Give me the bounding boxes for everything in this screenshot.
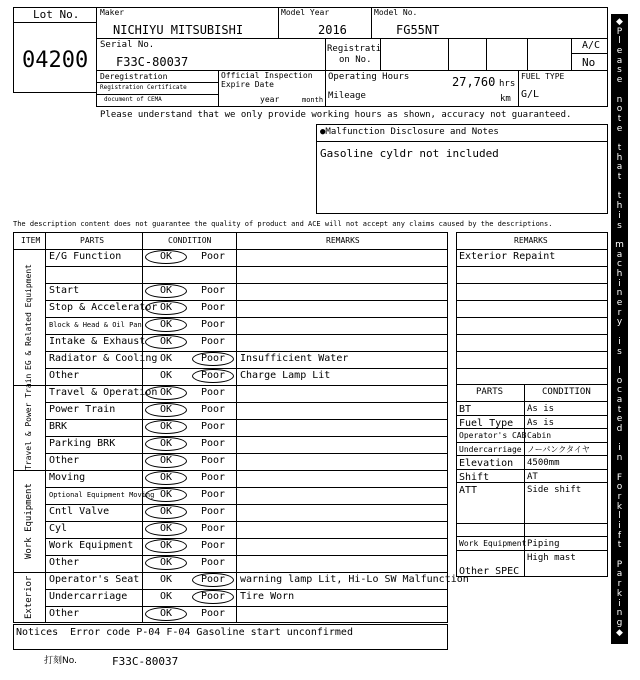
part-label: Radiator & Cooling <box>49 353 158 364</box>
cema-document-label: document of CEMA <box>104 96 162 103</box>
ok-mark: OK <box>145 301 187 315</box>
model-year-value: 2016 <box>318 23 347 37</box>
disclaimer: The description content does not guarantee the quality of product and ACE will not accept any claims caused by the descriptions. <box>13 220 553 228</box>
ok-mark: OK <box>145 471 187 485</box>
right-remarks-header: REMARKS <box>514 236 548 245</box>
header-condition: CONDITION <box>168 236 212 245</box>
part-label: Undercarriage <box>49 591 128 602</box>
operating-hours-value: 27,760 <box>452 75 496 89</box>
part-label: E/G Function <box>49 251 122 262</box>
serial-value: F33C-80037 <box>116 55 189 69</box>
poor-mark: Poor <box>200 336 226 347</box>
spec-part: Elevation <box>459 458 514 469</box>
ac-label: A/C <box>582 40 601 51</box>
part-label: Cntl Valve <box>49 506 110 517</box>
spec-part: Undercarriage <box>459 445 522 454</box>
spec-value: Cabin <box>527 431 552 440</box>
ok-mark: OK <box>145 556 187 570</box>
hours-notice: Please understand that we only provide working hours as shown, accuracy not guaranteed. <box>100 110 572 120</box>
spec-value: High mast <box>527 553 576 563</box>
ok-mark: OK <box>145 505 187 519</box>
serial-label: Serial No. <box>100 40 155 50</box>
remark-text: warning lamp Lit, Hi-Lo SW Malfunction <box>240 574 469 585</box>
poor-mark: Poor <box>200 523 226 534</box>
part-label: Other <box>49 370 80 381</box>
poor-mark: Poor <box>200 421 226 432</box>
spec-value: Piping <box>527 539 560 549</box>
poor-mark: Poor <box>200 251 226 262</box>
year-label: year <box>260 95 280 104</box>
lot-number: 04200 <box>22 48 89 73</box>
malfunction-box <box>316 124 608 214</box>
ok-mark: OK <box>145 454 187 468</box>
ok-mark: OK <box>159 353 173 364</box>
poor-mark: Poor <box>200 404 226 415</box>
ok-mark: OK <box>145 420 187 434</box>
poor-mark: Poor <box>200 455 226 466</box>
poor-mark: Poor <box>192 352 234 366</box>
poor-mark: Poor <box>200 438 226 449</box>
spec-part: Other SPEC <box>459 566 520 577</box>
maker-value: NICHIYU MITSUBISHI <box>113 23 244 37</box>
part-label: BRK <box>49 421 68 432</box>
ok-mark: OK <box>159 574 173 585</box>
header-parts: PARTS <box>80 236 105 245</box>
spec-part: Work Equipment <box>459 539 527 548</box>
poor-mark: Poor <box>200 302 226 313</box>
spec-parts-header: PARTS <box>476 387 504 397</box>
right-remarks-first: Exterior Repaint <box>459 251 556 262</box>
spec-value: Side shift <box>527 485 582 495</box>
lot-label: Lot No. <box>33 8 80 21</box>
ok-mark: OK <box>159 591 173 602</box>
fuel-type-label: FUEL TYPE <box>521 72 565 81</box>
ok-mark: OK <box>145 539 187 553</box>
spec-part: Fuel Type <box>459 418 514 429</box>
stamp-label: 打刻No. <box>44 656 77 666</box>
ok-mark: OK <box>145 284 187 298</box>
part-label: Optional Equipment Moving <box>49 491 155 499</box>
poor-mark: Poor <box>200 540 226 551</box>
spec-value: As is <box>527 418 555 428</box>
malfunction-title: ●Malfunction Disclosure and Notes <box>320 127 499 137</box>
ok-mark: OK <box>145 488 187 502</box>
part-label: Moving <box>49 472 86 483</box>
model-no-value: FG55NT <box>396 23 440 37</box>
header-remarks: REMARKS <box>326 236 360 245</box>
poor-mark: Poor <box>200 608 226 619</box>
header-item: ITEM <box>21 236 41 245</box>
spec-part: Shift <box>459 472 490 483</box>
malfunction-text: Gasoline cyldr not included <box>320 147 499 160</box>
part-label: Other <box>49 557 80 568</box>
ok-mark: OK <box>145 607 187 621</box>
part-label: Block & Head & Oil Pan <box>49 321 142 329</box>
ok-mark: OK <box>145 522 187 536</box>
poor-mark: Poor <box>200 387 226 398</box>
spec-part: BT <box>459 404 472 415</box>
spec-value: As is <box>527 404 555 414</box>
poor-mark: Poor <box>200 506 226 517</box>
ok-mark: OK <box>145 437 187 451</box>
ok-mark: OK <box>145 386 187 400</box>
part-label: Stop & Accelerator <box>49 302 158 313</box>
spec-value: AT <box>527 472 538 482</box>
model-no-label: Model No. <box>374 8 418 17</box>
part-label: Work Equipment <box>49 540 134 551</box>
ok-mark: OK <box>145 250 187 264</box>
part-label: Start <box>49 285 80 296</box>
poor-mark: Poor <box>192 573 234 587</box>
spec-part: Operator's CAB <box>459 431 527 440</box>
month-label: month <box>302 96 324 104</box>
registration-label: Registrati <box>327 44 382 54</box>
remark-text: Tire Worn <box>240 591 295 602</box>
group-label: Work Equipment <box>24 483 34 559</box>
mileage-label: Mileage <box>328 91 366 101</box>
km-unit: km <box>500 94 511 104</box>
ok-mark: OK <box>145 335 187 349</box>
maker-label: Maker <box>100 8 125 17</box>
fuel-type-value: G/L <box>521 89 540 100</box>
inspection-label: Official Inspection <box>221 71 313 80</box>
group-label: EG & Related Equipment <box>24 264 33 370</box>
poor-mark: Poor <box>200 557 226 568</box>
spec-value: 4500mm <box>527 458 560 468</box>
model-year-label: Model Year <box>281 8 330 17</box>
group-label: Exterior <box>24 575 34 620</box>
part-label: Power Train <box>49 404 116 415</box>
remark-text: Charge Lamp Lit <box>240 370 331 381</box>
spec-part: ATT <box>459 485 478 496</box>
part-label: Other <box>49 608 80 619</box>
poor-mark: Poor <box>200 472 226 483</box>
poor-mark: Poor <box>192 369 234 383</box>
poor-mark: Poor <box>200 489 226 500</box>
ac-value: No <box>582 56 596 69</box>
inspection-label-2: Expire Date <box>221 80 274 89</box>
deregistration-label: Deregistration <box>100 72 168 81</box>
part-label: Operator's Seat <box>49 574 140 585</box>
notices-label: Notices <box>16 627 59 638</box>
ok-mark: OK <box>145 318 187 332</box>
operating-hours-label: Operating Hours <box>328 72 410 82</box>
part-label: Parking BRK <box>49 438 116 449</box>
ok-mark: OK <box>159 370 173 381</box>
group-label: Travel & Power Train <box>24 373 33 470</box>
spec-value: ノーパンクタイヤ <box>527 445 590 454</box>
part-label: Travel & Operation <box>49 387 158 398</box>
ok-mark: OK <box>145 403 187 417</box>
registration-label-2: on No. <box>339 55 372 65</box>
part-label: Intake & Exhaust <box>49 336 146 347</box>
stamp-value: F33C-80037 <box>112 655 179 668</box>
spec-condition-header: CONDITION <box>542 387 591 397</box>
location-sidebar: ◆ P l e a s e n o t e t h a t t h i s m a c h i n e r y i s l o c a t e d i n F o r k l i f t P a r k i n g ◆ <box>611 14 628 644</box>
part-label: Other <box>49 455 80 466</box>
remark-text: Insufficient Water <box>240 353 349 364</box>
poor-mark: Poor <box>192 590 234 604</box>
part-label: Cyl <box>49 523 68 534</box>
poor-mark: Poor <box>200 319 226 330</box>
notices-text: Error code P-04 F-04 Gasoline start unconfirmed <box>70 627 353 638</box>
registration-certificate-label: Registration Certificate <box>100 84 187 91</box>
hrs-unit: hrs <box>499 79 516 89</box>
poor-mark: Poor <box>200 285 226 296</box>
